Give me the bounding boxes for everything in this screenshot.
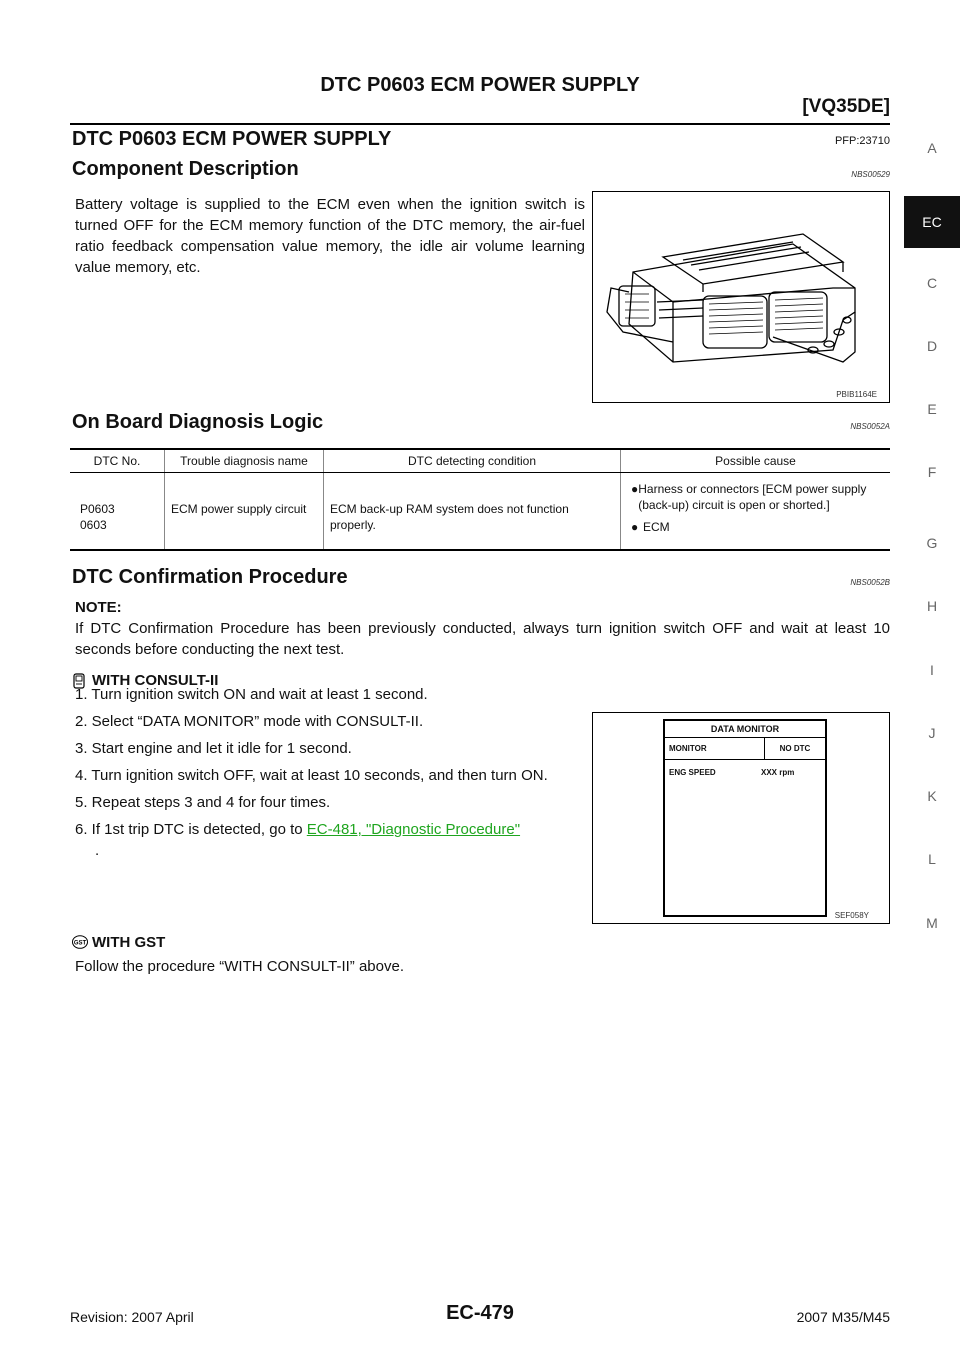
ecm-figure bbox=[592, 191, 890, 403]
tab-a[interactable]: A bbox=[927, 140, 937, 156]
monitor-col2: NO DTC bbox=[779, 744, 811, 753]
component-text: Battery voltage is supplied to the ECM even when the ignition switch is turned OFF for the ECM memory function of the DTC memory, the air-fuel ratio feedback compensation value memory, the idle air volume learning value memory, etc. bbox=[75, 196, 585, 276]
tab-e[interactable]: E bbox=[927, 401, 937, 417]
ecm-figure-caption: PBIB1164E bbox=[836, 390, 877, 399]
step-5: 5. Repeat steps 3 and 4 for four times. bbox=[75, 794, 331, 811]
monitor-title: DATA MONITOR bbox=[665, 721, 825, 738]
header-rule bbox=[70, 123, 890, 125]
note-label: NOTE: bbox=[75, 599, 122, 616]
ecm-illustration bbox=[593, 192, 889, 402]
procedure-steps bbox=[75, 684, 585, 867]
possible-cause-cell bbox=[621, 473, 891, 549]
cause-text: Harness or connectors [ECM power supply (back-up) circuit is open or shorted.] bbox=[638, 482, 867, 512]
monitor-header bbox=[665, 738, 825, 760]
tab-h[interactable]: H bbox=[926, 598, 938, 614]
step-2: 2. Select “DATA MONITOR” mode with CONSULT-II. bbox=[75, 713, 424, 730]
footer-model: 2007 M35/M45 bbox=[796, 1309, 890, 1325]
tab-j[interactable]: J bbox=[928, 725, 936, 741]
step-6-text: 6. If 1st trip DTC is detected, go to bbox=[75, 821, 307, 838]
col-possible-cause: Possible cause bbox=[621, 450, 891, 473]
list-item: ● ECM bbox=[631, 520, 670, 534]
component-code: NBS00529 bbox=[851, 170, 890, 179]
list-item: ● Harness or connectors [ECM power supply (back-up) circuit is open or shorted.] bbox=[631, 481, 880, 513]
step-4: 4. Turn ignition switch OFF, wait at least 10 seconds, and then turn ON. bbox=[75, 767, 548, 784]
table-row bbox=[70, 473, 890, 549]
step-1: 1. Turn ignition switch ON and wait at least 1 second. bbox=[75, 686, 428, 703]
page-header-title: DTC P0603 ECM POWER SUPPLY bbox=[320, 74, 640, 96]
tab-m[interactable]: M bbox=[926, 915, 938, 931]
cause-text: ECM bbox=[643, 520, 670, 534]
tab-g[interactable]: G bbox=[926, 535, 938, 551]
gst-label: WITH GST bbox=[92, 934, 166, 951]
monitor-col1: MONITOR bbox=[665, 738, 765, 759]
tab-d[interactable]: D bbox=[926, 338, 938, 354]
monitor-screen bbox=[663, 719, 827, 917]
col-dtc-no: DTC No. bbox=[70, 450, 165, 473]
dtc-table-header bbox=[70, 450, 890, 473]
dtc-table-wrap bbox=[70, 448, 890, 551]
consult-label: WITH CONSULT-II bbox=[92, 672, 219, 689]
trouble-name-cell: ECM power supply circuit bbox=[165, 473, 324, 549]
tab-k[interactable]: K bbox=[927, 788, 937, 804]
data-monitor-figure bbox=[592, 712, 890, 924]
tab-i[interactable]: I bbox=[930, 662, 934, 678]
section-title: DTC P0603 ECM POWER SUPPLY bbox=[72, 128, 392, 150]
diagnostic-procedure-link[interactable]: EC-481, "Diagnostic Procedure" bbox=[306, 821, 521, 838]
step-6-suffix: . bbox=[95, 842, 100, 859]
step-6 bbox=[75, 819, 585, 861]
obd-heading: On Board Diagnosis Logic bbox=[72, 411, 324, 433]
footer-revision: Revision: 2007 April bbox=[70, 1309, 194, 1325]
condition-cell: ECM back-up RAM system does not function properly. bbox=[324, 473, 621, 549]
monitor-figure-caption: SEF058Y bbox=[834, 911, 869, 920]
dtc-no-cell: P0603 0603 bbox=[80, 502, 115, 532]
tab-ec[interactable]: EC bbox=[904, 196, 960, 248]
step-3: 3. Start engine and let it idle for 1 second. bbox=[75, 740, 352, 757]
obd-code: NBS0052A bbox=[850, 422, 890, 431]
gst-icon bbox=[72, 935, 88, 949]
monitor-row bbox=[665, 760, 825, 785]
tab-l[interactable]: L bbox=[928, 851, 936, 867]
page-number: EC-479 bbox=[446, 1302, 514, 1324]
tab-c[interactable]: C bbox=[926, 275, 938, 291]
col-detecting-condition: DTC detecting condition bbox=[324, 450, 621, 473]
note-text: If DTC Confirmation Procedure has been previously conducted, always turn ignition switch OFF and wait at least 10 seconds before conducting the next test. bbox=[75, 620, 890, 658]
tab-f[interactable]: F bbox=[927, 464, 937, 480]
monitor-item: ENG SPEED bbox=[669, 768, 716, 777]
col-trouble-name: Trouble diagnosis name bbox=[165, 450, 324, 473]
gst-text: Follow the procedure “WITH CONSULT-II” above. bbox=[75, 958, 404, 975]
confirm-heading: DTC Confirmation Procedure bbox=[72, 566, 348, 588]
engine-label: [VQ35DE] bbox=[802, 96, 890, 117]
monitor-value: XXX rpm bbox=[761, 768, 795, 777]
pfp-code: PFP:23710 bbox=[834, 135, 890, 147]
component-heading: Component Description bbox=[72, 158, 299, 180]
svg-text:GST: GST bbox=[73, 940, 87, 947]
confirm-code: NBS0052B bbox=[850, 578, 890, 587]
dtc-table bbox=[70, 450, 890, 549]
